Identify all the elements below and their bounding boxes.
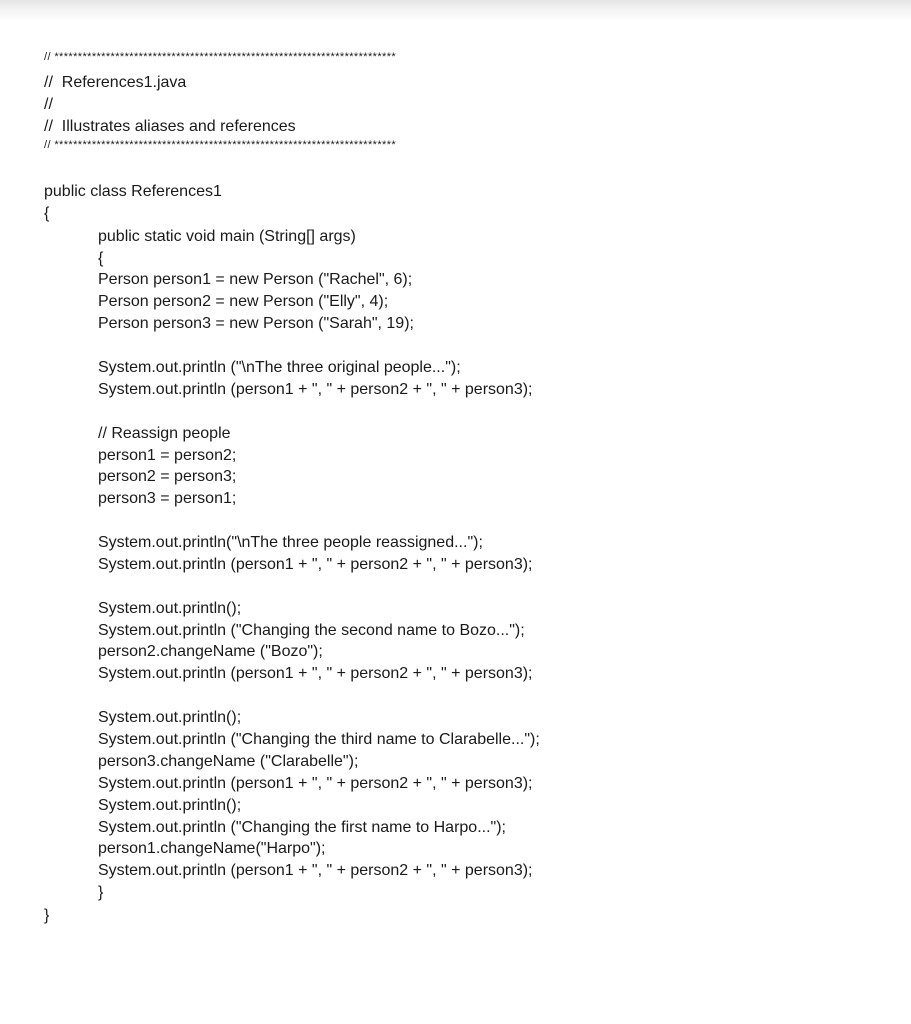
- header-rule-bottom: // *************************************************************************: [44, 139, 397, 151]
- code-line: System.out.println("\nThe three people reassigned...");: [98, 534, 483, 551]
- header-rule-top: // *************************************************************************: [44, 51, 397, 63]
- code-line: System.out.println ("\nThe three original people...");: [98, 359, 461, 376]
- code-line: System.out.println (person1 + ", " + person2 + ", " + person3);: [98, 665, 533, 682]
- main-declaration-line: public static void main (String[] args): [98, 228, 356, 245]
- code-line: Person person3 = new Person ("Sarah", 19);: [98, 315, 414, 332]
- code-line: person2 = person3;: [98, 468, 237, 485]
- comment-line: // Reassign people: [98, 425, 231, 442]
- code-line: person2.changeName ("Bozo");: [98, 643, 323, 660]
- code-line: System.out.println();: [98, 600, 242, 617]
- code-line: System.out.println();: [98, 709, 242, 726]
- code-line: System.out.println (person1 + ", " + person2 + ", " + person3);: [98, 556, 533, 573]
- code-line: person1.changeName("Harpo");: [98, 840, 326, 857]
- code-line: System.out.println();: [98, 797, 242, 814]
- code-line: System.out.println (person1 + ", " + person2 + ", " + person3);: [98, 862, 533, 879]
- code-line: System.out.println (person1 + ", " + person2 + ", " + person3);: [98, 381, 533, 398]
- class-open-brace: {: [44, 205, 50, 222]
- main-close-brace: }: [98, 884, 104, 901]
- main-open-brace: {: [98, 250, 104, 267]
- header-empty-comment-line: //: [44, 96, 53, 113]
- code-line: Person person2 = new Person ("Elly", 4);: [98, 293, 389, 310]
- code-line: Person person1 = new Person ("Rachel", 6);: [98, 271, 413, 288]
- class-declaration-line: public class References1: [44, 183, 222, 200]
- code-line: System.out.println ("Changing the first name to Harpo...");: [98, 819, 506, 836]
- code-line: person1 = person2;: [98, 447, 237, 464]
- code-line: person3 = person1;: [98, 490, 237, 507]
- header-filename-line: // References1.java: [44, 74, 187, 91]
- code-line: System.out.println ("Changing the second name to Bozo...");: [98, 622, 525, 639]
- code-line: person3.changeName ("Clarabelle");: [98, 753, 359, 770]
- code-line: System.out.println ("Changing the third name to Clarabelle...");: [98, 731, 540, 748]
- code-line: System.out.println (person1 + ", " + person2 + ", " + person3);: [98, 775, 533, 792]
- class-close-brace: }: [44, 907, 50, 924]
- header-description-line: // Illustrates aliases and references: [44, 118, 296, 135]
